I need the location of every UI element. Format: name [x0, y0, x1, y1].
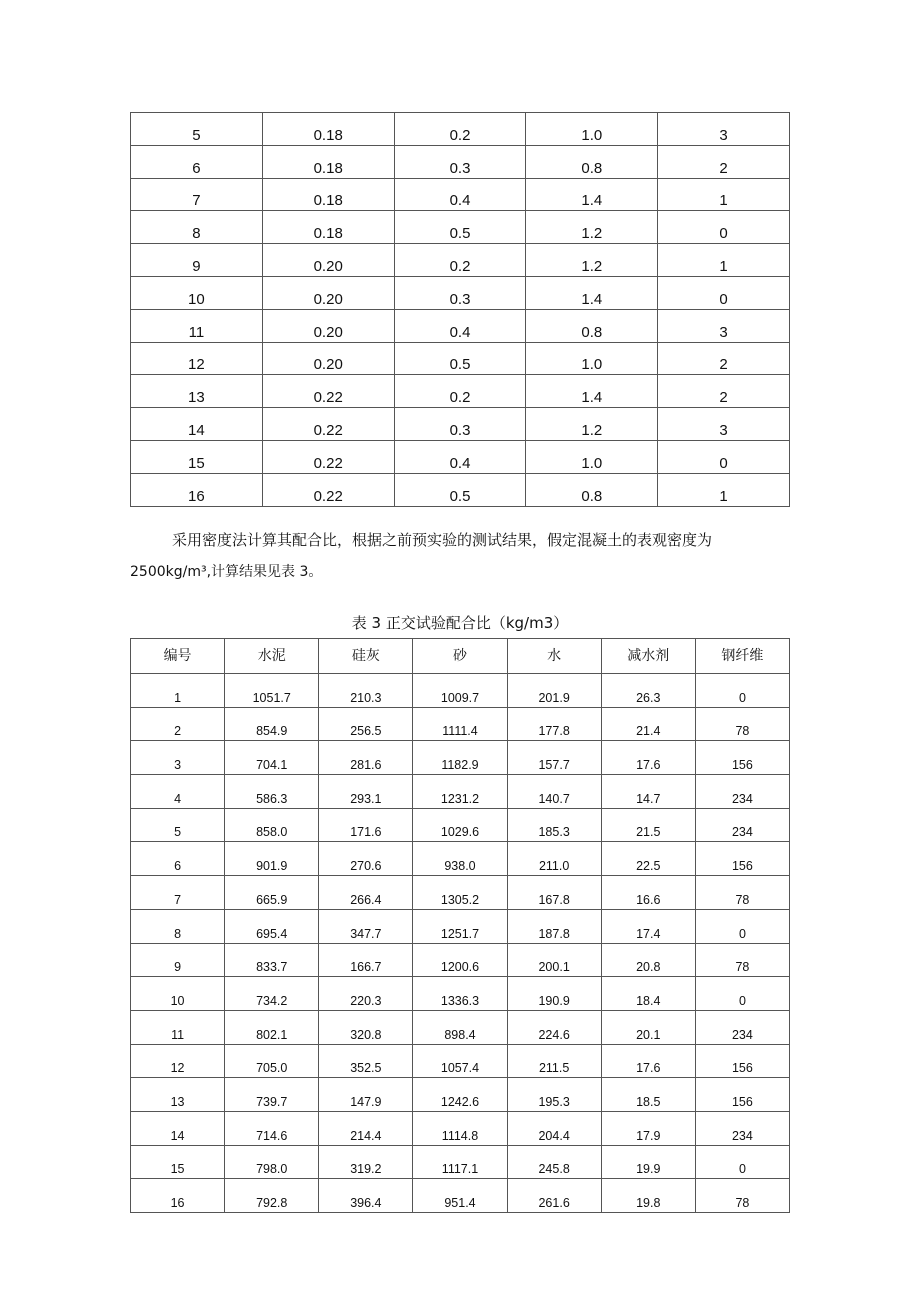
- table-cell: 8: [131, 211, 263, 244]
- mix-proportion-table: [130, 638, 790, 1213]
- table-row: [131, 276, 790, 309]
- table-cell: 833.7: [225, 943, 319, 977]
- table-cell: 140.7: [507, 775, 601, 809]
- table-cell: 293.1: [319, 775, 413, 809]
- table-cell: 352.5: [319, 1044, 413, 1078]
- table-cell: 78: [695, 943, 789, 977]
- table-cell: 0.4: [394, 309, 526, 342]
- table-cell: 0.18: [262, 113, 394, 146]
- table-row: [131, 775, 790, 809]
- table-cell: 1200.6: [413, 943, 507, 977]
- table-cell: 78: [695, 876, 789, 910]
- table-cell: 1182.9: [413, 741, 507, 775]
- table-cell: 266.4: [319, 876, 413, 910]
- table-cell: 1305.2: [413, 876, 507, 910]
- table-row: [131, 1179, 790, 1213]
- table-cell: 1009.7: [413, 674, 507, 708]
- table-cell: 0.5: [394, 342, 526, 375]
- table-cell: 0: [695, 977, 789, 1011]
- table-cell: 1117.1: [413, 1145, 507, 1179]
- table-cell: 26.3: [601, 674, 695, 708]
- table-cell: 10: [131, 977, 225, 1011]
- table-cell: 2: [658, 375, 790, 408]
- table-cell: 256.5: [319, 707, 413, 741]
- table-header-row: [131, 639, 790, 674]
- table-cell: 1051.7: [225, 674, 319, 708]
- table-cell: 951.4: [413, 1179, 507, 1213]
- table-cell: 319.2: [319, 1145, 413, 1179]
- table-cell: 220.3: [319, 977, 413, 1011]
- table-cell: 18.4: [601, 977, 695, 1011]
- table-row: [131, 808, 790, 842]
- table-cell: 0: [658, 211, 790, 244]
- table-cell: 17.4: [601, 909, 695, 943]
- table-cell: 177.8: [507, 707, 601, 741]
- table-cell: 0.3: [394, 276, 526, 309]
- table-cell: 14.7: [601, 775, 695, 809]
- paragraph-line-1: 采用密度法计算其配合比，根据之前预实验的测试结果，假定混凝土的表观密度为: [172, 531, 713, 549]
- table-cell: 204.4: [507, 1111, 601, 1145]
- table-cell: 234: [695, 1111, 789, 1145]
- table-cell: 167.8: [507, 876, 601, 910]
- table-cell: 1.0: [526, 440, 658, 473]
- table-row: [131, 741, 790, 775]
- table-cell: 798.0: [225, 1145, 319, 1179]
- table-cell: 0.2: [394, 244, 526, 277]
- table-cell: 7: [131, 876, 225, 910]
- table-cell: 13: [131, 375, 263, 408]
- table-cell: 1251.7: [413, 909, 507, 943]
- table-cell: 0: [658, 440, 790, 473]
- table-cell: 13: [131, 1078, 225, 1112]
- table-cell: 17.6: [601, 1044, 695, 1078]
- table-cell: 3: [131, 741, 225, 775]
- table-cell: 261.6: [507, 1179, 601, 1213]
- table-cell: 8: [131, 909, 225, 943]
- table-cell: 190.9: [507, 977, 601, 1011]
- table-cell: 185.3: [507, 808, 601, 842]
- table-row: [131, 473, 790, 506]
- table-cell: 156: [695, 1078, 789, 1112]
- table-cell: 898.4: [413, 1010, 507, 1044]
- table-cell: 1.2: [526, 211, 658, 244]
- table-cell: 281.6: [319, 741, 413, 775]
- table-cell: 166.7: [319, 943, 413, 977]
- table-cell: 234: [695, 775, 789, 809]
- table-cell: 156: [695, 741, 789, 775]
- table-cell: 1029.6: [413, 808, 507, 842]
- table-cell: 编号: [131, 639, 225, 674]
- table-cell: 739.7: [225, 1078, 319, 1112]
- table-row: [131, 178, 790, 211]
- table-cell: 12: [131, 342, 263, 375]
- table-cell: 0: [695, 909, 789, 943]
- table-cell: 78: [695, 707, 789, 741]
- table-row: [131, 1078, 790, 1112]
- table-cell: 6: [131, 145, 263, 178]
- table-cell: 19.9: [601, 1145, 695, 1179]
- table-cell: 0: [695, 674, 789, 708]
- table-cell: 665.9: [225, 876, 319, 910]
- table-cell: 14: [131, 408, 263, 441]
- table-cell: 22.5: [601, 842, 695, 876]
- table-cell: 0.18: [262, 178, 394, 211]
- table-row: [131, 1010, 790, 1044]
- table-cell: 901.9: [225, 842, 319, 876]
- table-cell: 938.0: [413, 842, 507, 876]
- table-cell: 1242.6: [413, 1078, 507, 1112]
- table-cell: 砂: [413, 639, 507, 674]
- table-cell: 0.2: [394, 113, 526, 146]
- table-cell: 14: [131, 1111, 225, 1145]
- table-cell: 78: [695, 1179, 789, 1213]
- table-cell: 200.1: [507, 943, 601, 977]
- table-row: [131, 375, 790, 408]
- table-cell: 钢纤维: [695, 639, 789, 674]
- table-cell: 347.7: [319, 909, 413, 943]
- table-cell: 1.0: [526, 113, 658, 146]
- table-cell: 187.8: [507, 909, 601, 943]
- table-cell: 234: [695, 808, 789, 842]
- table-cell: 157.7: [507, 741, 601, 775]
- table-cell: 16: [131, 1179, 225, 1213]
- table-cell: 0.20: [262, 309, 394, 342]
- table-row: [131, 309, 790, 342]
- table-cell: 水: [507, 639, 601, 674]
- table-cell: 18.5: [601, 1078, 695, 1112]
- table-cell: 1231.2: [413, 775, 507, 809]
- table-cell: 3: [658, 408, 790, 441]
- table-cell: 19.8: [601, 1179, 695, 1213]
- table-cell: 714.6: [225, 1111, 319, 1145]
- table-row: [131, 707, 790, 741]
- table-cell: 224.6: [507, 1010, 601, 1044]
- table-row: [131, 909, 790, 943]
- table-cell: 1: [658, 178, 790, 211]
- table-cell: 1.4: [526, 178, 658, 211]
- table-row: [131, 943, 790, 977]
- table-cell: 16.6: [601, 876, 695, 910]
- table-cell: 1: [658, 244, 790, 277]
- table-cell: 0.22: [262, 440, 394, 473]
- table-row: [131, 440, 790, 473]
- table-cell: 16: [131, 473, 263, 506]
- table-cell: 12: [131, 1044, 225, 1078]
- table-cell: 0.2: [394, 375, 526, 408]
- orthogonal-factor-table: [130, 112, 790, 507]
- table-cell: 1111.4: [413, 707, 507, 741]
- table-cell: 20.8: [601, 943, 695, 977]
- table-cell: 水泥: [225, 639, 319, 674]
- table-cell: 5: [131, 808, 225, 842]
- table-cell: 15: [131, 1145, 225, 1179]
- table-cell: 9: [131, 244, 263, 277]
- table-cell: 6: [131, 842, 225, 876]
- table-cell: 0.22: [262, 473, 394, 506]
- table-cell: 854.9: [225, 707, 319, 741]
- table-cell: 0.5: [394, 473, 526, 506]
- table-cell: 0.4: [394, 440, 526, 473]
- table-cell: 1.2: [526, 408, 658, 441]
- table-cell: 234: [695, 1010, 789, 1044]
- table-cell: 17.9: [601, 1111, 695, 1145]
- table-cell: 3: [658, 113, 790, 146]
- table-cell: 硅灰: [319, 639, 413, 674]
- table-cell: 704.1: [225, 741, 319, 775]
- table-cell: 1.0: [526, 342, 658, 375]
- table-row: [131, 1044, 790, 1078]
- table-cell: 734.2: [225, 977, 319, 1011]
- table-cell: 270.6: [319, 842, 413, 876]
- table-cell: 减水剂: [601, 639, 695, 674]
- table-cell: 0.8: [526, 309, 658, 342]
- table-cell: 1.4: [526, 276, 658, 309]
- table-cell: 11: [131, 309, 263, 342]
- table-row: [131, 342, 790, 375]
- table-cell: 1.4: [526, 375, 658, 408]
- table-cell: 21.5: [601, 808, 695, 842]
- table-cell: 1114.8: [413, 1111, 507, 1145]
- table-row: [131, 977, 790, 1011]
- table-row: [131, 876, 790, 910]
- table-cell: 0.22: [262, 408, 394, 441]
- table-row: [131, 113, 790, 146]
- table-cell: 396.4: [319, 1179, 413, 1213]
- table-cell: 0: [695, 1145, 789, 1179]
- table-cell: 245.8: [507, 1145, 601, 1179]
- table-row: [131, 1111, 790, 1145]
- table-row: [131, 1145, 790, 1179]
- table-cell: 320.8: [319, 1010, 413, 1044]
- table-cell: 705.0: [225, 1044, 319, 1078]
- table-cell: 156: [695, 842, 789, 876]
- table-row: [131, 408, 790, 441]
- table-cell: 1: [131, 674, 225, 708]
- table-cell: 9: [131, 943, 225, 977]
- table-cell: 0.5: [394, 211, 526, 244]
- table-cell: 695.4: [225, 909, 319, 943]
- table-row: [131, 145, 790, 178]
- table-cell: 201.9: [507, 674, 601, 708]
- table-cell: 147.9: [319, 1078, 413, 1112]
- table-cell: 802.1: [225, 1010, 319, 1044]
- table-cell: 210.3: [319, 674, 413, 708]
- table-row: [131, 211, 790, 244]
- table-cell: 2: [658, 145, 790, 178]
- table-row: [131, 842, 790, 876]
- table-cell: 7: [131, 178, 263, 211]
- table-cell: 0.18: [262, 145, 394, 178]
- table-cell: 0.8: [526, 473, 658, 506]
- table-cell: 15: [131, 440, 263, 473]
- table-cell: 2: [131, 707, 225, 741]
- paragraph-line-2: 2500kg/m³,计算结果见表 3。: [130, 564, 323, 580]
- table-cell: 4: [131, 775, 225, 809]
- table-cell: 0.4: [394, 178, 526, 211]
- table-cell: 211.0: [507, 842, 601, 876]
- table-cell: 11: [131, 1010, 225, 1044]
- table-cell: 0.3: [394, 408, 526, 441]
- table-cell: 3: [658, 309, 790, 342]
- table-cell: 1.2: [526, 244, 658, 277]
- table-cell: 2: [658, 342, 790, 375]
- table-cell: 156: [695, 1044, 789, 1078]
- table3-caption: 表 3 正交试验配合比（kg/m3）: [351, 614, 569, 632]
- table-cell: 586.3: [225, 775, 319, 809]
- table-cell: 0.20: [262, 276, 394, 309]
- table-cell: 17.6: [601, 741, 695, 775]
- table-cell: 1: [658, 473, 790, 506]
- table-cell: 211.5: [507, 1044, 601, 1078]
- table-cell: 0.18: [262, 211, 394, 244]
- table-cell: 0.20: [262, 342, 394, 375]
- table-cell: 0.8: [526, 145, 658, 178]
- table-cell: 214.4: [319, 1111, 413, 1145]
- table-cell: 195.3: [507, 1078, 601, 1112]
- table-cell: 0.20: [262, 244, 394, 277]
- table-cell: 1057.4: [413, 1044, 507, 1078]
- table-cell: 0: [658, 276, 790, 309]
- table-cell: 5: [131, 113, 263, 146]
- table-row: [131, 244, 790, 277]
- table-cell: 21.4: [601, 707, 695, 741]
- table-cell: 0.22: [262, 375, 394, 408]
- table-cell: 1336.3: [413, 977, 507, 1011]
- table-cell: 10: [131, 276, 263, 309]
- table-row: [131, 674, 790, 708]
- table-cell: 792.8: [225, 1179, 319, 1213]
- table-cell: 171.6: [319, 808, 413, 842]
- table-cell: 858.0: [225, 808, 319, 842]
- table-cell: 0.3: [394, 145, 526, 178]
- table-cell: 20.1: [601, 1010, 695, 1044]
